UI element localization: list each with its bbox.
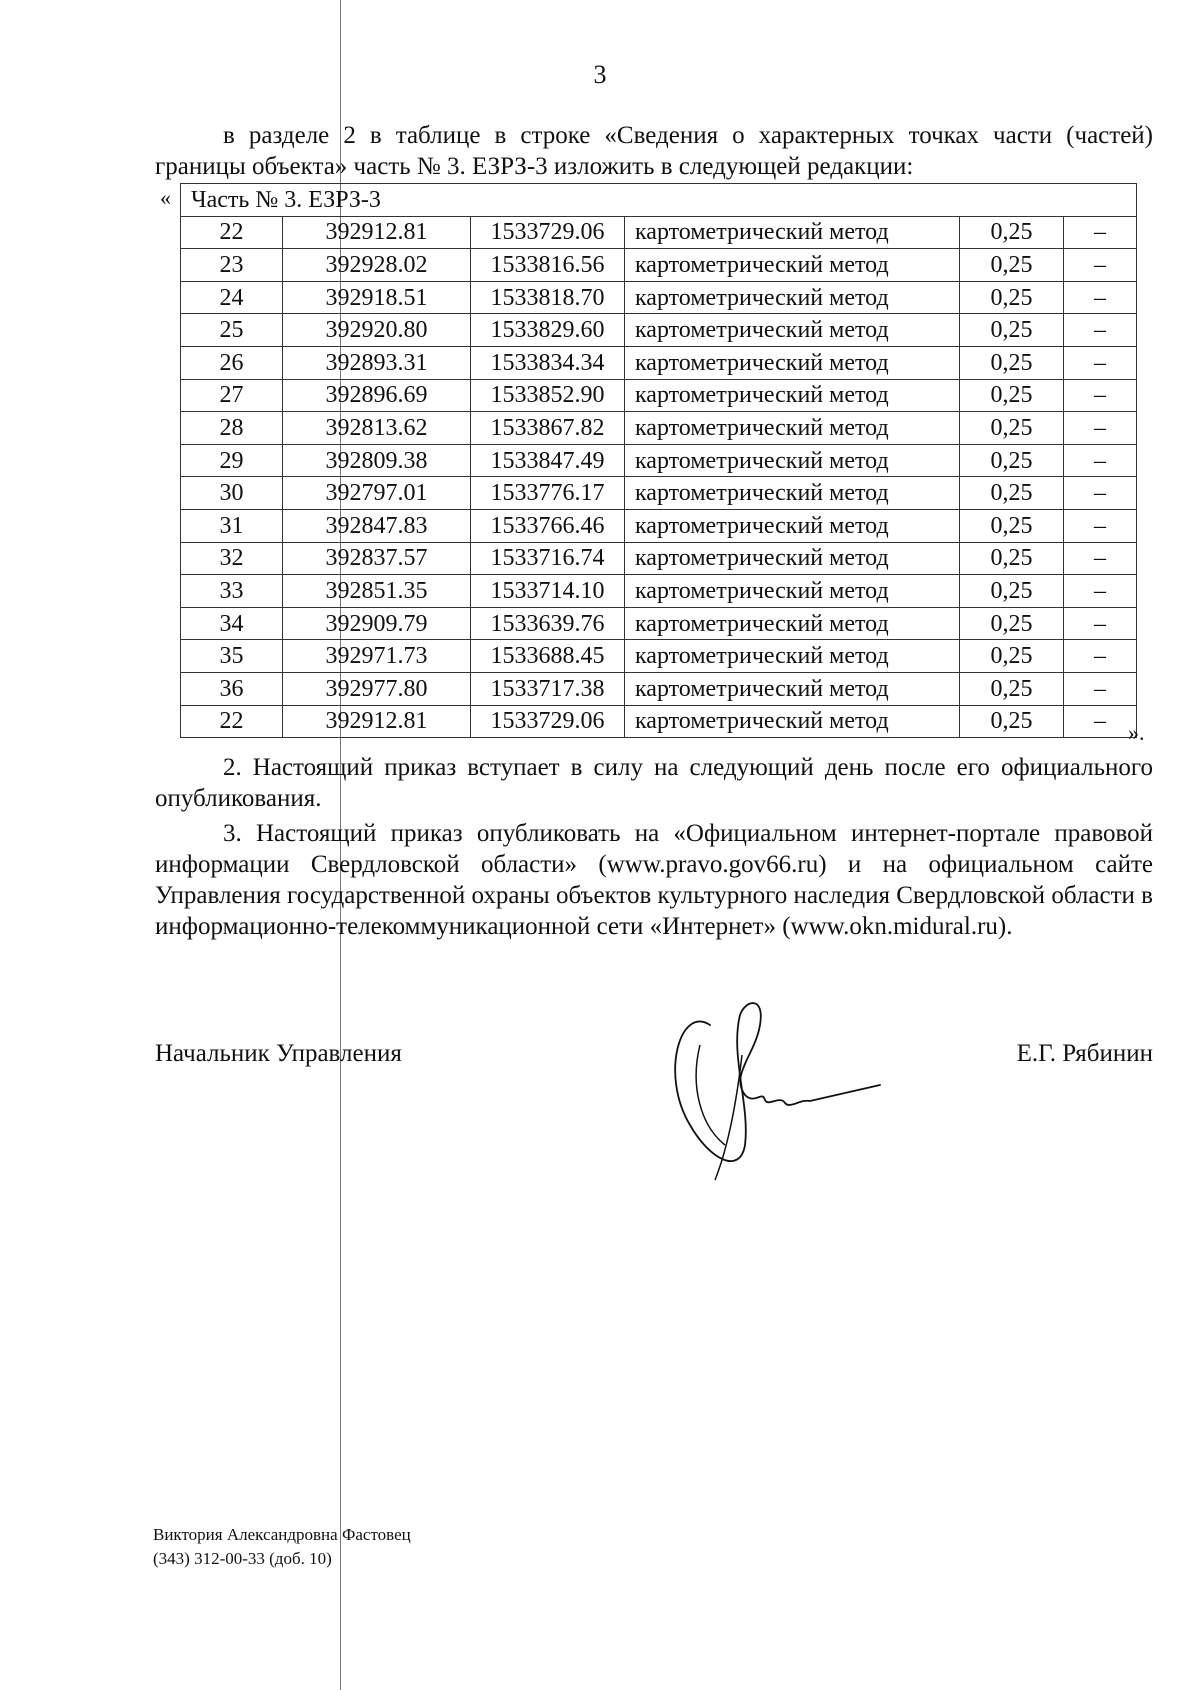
x-coordinate-cell: 392851.35 xyxy=(283,575,471,608)
note-cell: – xyxy=(1064,412,1137,445)
signer-name: Е.Г. Рябинин xyxy=(1016,1040,1153,1067)
method-cell: картометрический метод xyxy=(625,216,960,249)
table-row xyxy=(181,314,1137,347)
y-coordinate-cell: 1533729.06 xyxy=(471,216,625,249)
point-number-cell: 35 xyxy=(181,640,283,673)
note-cell: – xyxy=(1064,444,1137,477)
paragraph-3-text: 3. Настоящий приказ опубликовать на «Официальном интернет-портале правовой информации Свердловской области» (www.pravo.gov66.ru) и на официальном сайте Управления государственной охраны объектов культурного наследия Свердловской области в информационно-телекоммуникационной сети «Интернет» (www.okn.midural.ru). xyxy=(155,820,1153,940)
method-cell: картометрический метод xyxy=(625,249,960,282)
note-cell: – xyxy=(1064,281,1137,314)
point-number-cell: 28 xyxy=(181,412,283,445)
table-row xyxy=(181,281,1137,314)
x-coordinate-cell: 392920.80 xyxy=(283,314,471,347)
point-number-cell: 23 xyxy=(181,249,283,282)
intro-paragraph-text: в разделе 2 в таблице в строке «Сведения о характерных точках части (частей) границы объекта» часть № 3. ЕЗРЗ-3 изложить в следующей редакции: xyxy=(155,122,1153,180)
method-cell: картометрический метод xyxy=(625,542,960,575)
table-row xyxy=(181,444,1137,477)
table-row xyxy=(181,216,1137,249)
method-cell: картометрический метод xyxy=(625,607,960,640)
point-number-cell: 24 xyxy=(181,281,283,314)
x-coordinate-cell: 392912.81 xyxy=(283,705,471,738)
precision-cell: 0,25 xyxy=(960,346,1064,379)
point-number-cell: 34 xyxy=(181,607,283,640)
precision-cell: 0,25 xyxy=(960,281,1064,314)
method-cell: картометрический метод xyxy=(625,705,960,738)
note-cell: – xyxy=(1064,542,1137,575)
table-row xyxy=(181,249,1137,282)
method-cell: картометрический метод xyxy=(625,640,960,673)
table-header-row xyxy=(181,184,1137,217)
method-cell: картометрический метод xyxy=(625,575,960,608)
note-cell: – xyxy=(1064,379,1137,412)
note-cell: – xyxy=(1064,607,1137,640)
x-coordinate-cell: 392797.01 xyxy=(283,477,471,510)
point-number-cell: 22 xyxy=(181,216,283,249)
point-number-cell: 22 xyxy=(181,705,283,738)
contact-block xyxy=(153,1523,411,1571)
precision-cell: 0,25 xyxy=(960,444,1064,477)
table-row xyxy=(181,705,1137,738)
precision-cell: 0,25 xyxy=(960,314,1064,347)
x-coordinate-cell: 392847.83 xyxy=(283,509,471,542)
note-cell: – xyxy=(1064,249,1137,282)
method-cell: картометрический метод xyxy=(625,412,960,445)
precision-cell: 0,25 xyxy=(960,607,1064,640)
x-coordinate-cell: 392813.62 xyxy=(283,412,471,445)
table-row xyxy=(181,607,1137,640)
method-cell: картометрический метод xyxy=(625,477,960,510)
method-cell: картометрический метод xyxy=(625,314,960,347)
point-number-cell: 36 xyxy=(181,672,283,705)
point-number-cell: 29 xyxy=(181,444,283,477)
precision-cell: 0,25 xyxy=(960,705,1064,738)
point-number-cell: 33 xyxy=(181,575,283,608)
method-cell: картометрический метод xyxy=(625,346,960,379)
signer-position-title: Начальник Управления xyxy=(155,1040,402,1067)
table-row xyxy=(181,640,1137,673)
table-row xyxy=(181,477,1137,510)
x-coordinate-cell: 392896.69 xyxy=(283,379,471,412)
note-cell: – xyxy=(1064,672,1137,705)
y-coordinate-cell: 1533847.49 xyxy=(471,444,625,477)
table-row xyxy=(181,672,1137,705)
table-row xyxy=(181,412,1137,445)
point-number-cell: 31 xyxy=(181,509,283,542)
table-open-quote: « xyxy=(160,185,171,210)
note-cell: – xyxy=(1064,216,1137,249)
precision-cell: 0,25 xyxy=(960,509,1064,542)
method-cell: картометрический метод xyxy=(625,444,960,477)
table-header-cell: Часть № 3. ЕЗРЗ-3 xyxy=(181,184,1137,217)
y-coordinate-cell: 1533852.90 xyxy=(471,379,625,412)
y-coordinate-cell: 1533729.06 xyxy=(471,705,625,738)
y-coordinate-cell: 1533714.10 xyxy=(471,575,625,608)
precision-cell: 0,25 xyxy=(960,575,1064,608)
x-coordinate-cell: 392809.38 xyxy=(283,444,471,477)
point-number-cell: 30 xyxy=(181,477,283,510)
paragraph-2-text: 2. Настоящий приказ вступает в силу на следующий день после его официального опубликования. xyxy=(155,754,1153,812)
note-cell: – xyxy=(1064,575,1137,608)
y-coordinate-cell: 1533829.60 xyxy=(471,314,625,347)
precision-cell: 0,25 xyxy=(960,249,1064,282)
precision-cell: 0,25 xyxy=(960,216,1064,249)
x-coordinate-cell: 392918.51 xyxy=(283,281,471,314)
note-cell: – xyxy=(1064,640,1137,673)
y-coordinate-cell: 1533834.34 xyxy=(471,346,625,379)
method-cell: картометрический метод xyxy=(625,509,960,542)
paragraph-3 xyxy=(155,818,1153,942)
method-cell: картометрический метод xyxy=(625,281,960,314)
y-coordinate-cell: 1533639.76 xyxy=(471,607,625,640)
point-number-cell: 32 xyxy=(181,542,283,575)
precision-cell: 0,25 xyxy=(960,542,1064,575)
precision-cell: 0,25 xyxy=(960,412,1064,445)
y-coordinate-cell: 1533766.46 xyxy=(471,509,625,542)
method-cell: картометрический метод xyxy=(625,672,960,705)
precision-cell: 0,25 xyxy=(960,379,1064,412)
precision-cell: 0,25 xyxy=(960,640,1064,673)
precision-cell: 0,25 xyxy=(960,672,1064,705)
x-coordinate-cell: 392837.57 xyxy=(283,542,471,575)
x-coordinate-cell: 392912.81 xyxy=(283,216,471,249)
contact-name: Виктория Александровна Фастовец xyxy=(153,1525,411,1544)
precision-cell: 0,25 xyxy=(960,477,1064,510)
table-close-quote: ». xyxy=(1128,720,1145,745)
table-row xyxy=(181,509,1137,542)
table-row xyxy=(181,542,1137,575)
paragraph-2 xyxy=(155,752,1153,814)
note-cell: – xyxy=(1064,705,1137,738)
handwritten-signature xyxy=(670,995,900,1185)
y-coordinate-cell: 1533818.70 xyxy=(471,281,625,314)
note-cell: – xyxy=(1064,477,1137,510)
y-coordinate-cell: 1533688.45 xyxy=(471,640,625,673)
y-coordinate-cell: 1533717.38 xyxy=(471,672,625,705)
y-coordinate-cell: 1533776.17 xyxy=(471,477,625,510)
point-number-cell: 25 xyxy=(181,314,283,347)
table-row xyxy=(181,575,1137,608)
contact-phone: (343) 312-00-33 (доб. 10) xyxy=(153,1549,332,1568)
note-cell: – xyxy=(1064,314,1137,347)
point-number-cell: 27 xyxy=(181,379,283,412)
x-coordinate-cell: 392977.80 xyxy=(283,672,471,705)
coordinates-table xyxy=(180,183,1137,738)
page-number: 3 xyxy=(593,60,607,89)
y-coordinate-cell: 1533867.82 xyxy=(471,412,625,445)
point-number-cell: 26 xyxy=(181,346,283,379)
y-coordinate-cell: 1533816.56 xyxy=(471,249,625,282)
x-coordinate-cell: 392893.31 xyxy=(283,346,471,379)
x-coordinate-cell: 392909.79 xyxy=(283,607,471,640)
table-row xyxy=(181,346,1137,379)
x-coordinate-cell: 392928.02 xyxy=(283,249,471,282)
intro-paragraph xyxy=(155,120,1153,182)
note-cell: – xyxy=(1064,509,1137,542)
note-cell: – xyxy=(1064,346,1137,379)
y-coordinate-cell: 1533716.74 xyxy=(471,542,625,575)
method-cell: картометрический метод xyxy=(625,379,960,412)
table-row xyxy=(181,379,1137,412)
x-coordinate-cell: 392971.73 xyxy=(283,640,471,673)
